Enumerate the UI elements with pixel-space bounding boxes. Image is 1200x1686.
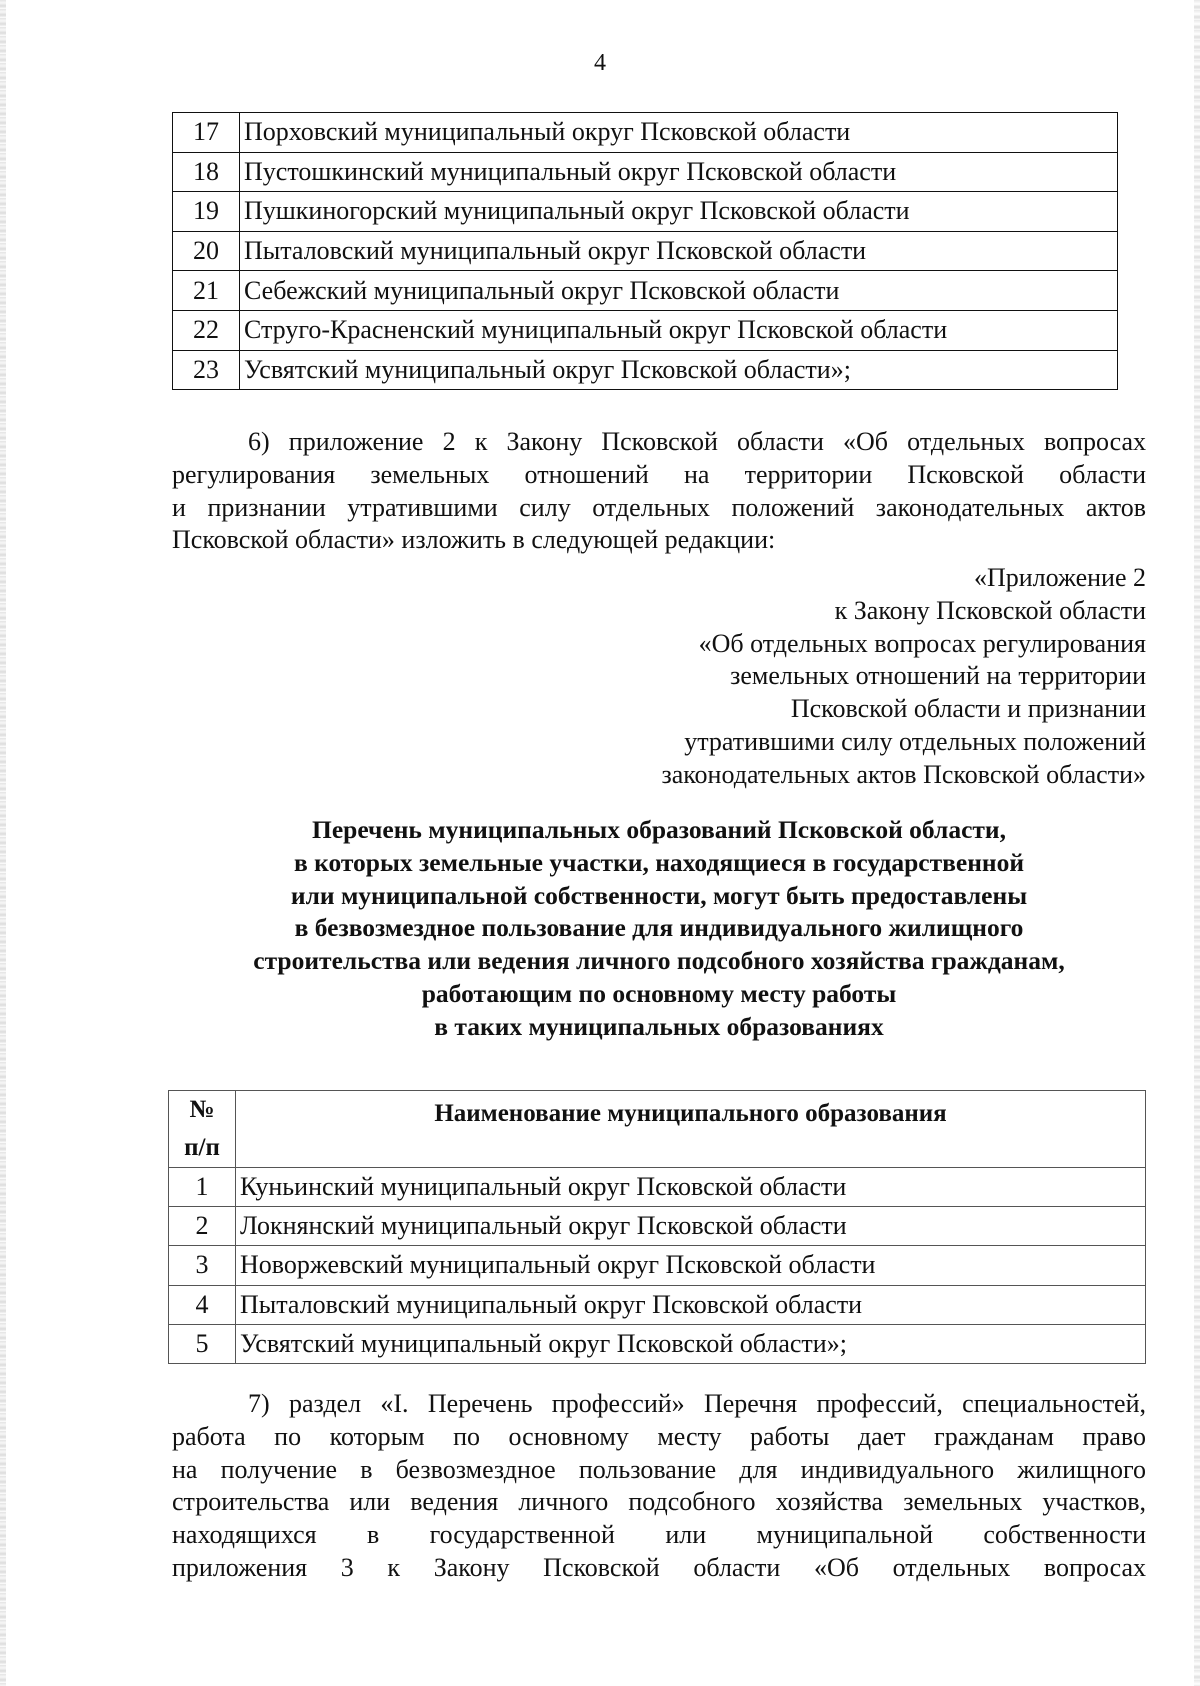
row-number: 4: [169, 1285, 236, 1324]
appendix-line: земельных отношений на территории: [730, 661, 1146, 691]
row-name: Пушкиногорский муниципальный округ Псковской области: [240, 192, 1118, 232]
list-title: [172, 814, 1146, 1044]
title-line: в которых земельные участки, находящиеся в государственной: [293, 847, 1025, 877]
row-number: 2: [169, 1207, 236, 1246]
table-header-row: [169, 1091, 1146, 1168]
paragraph-6: [172, 426, 1146, 557]
table-row: [169, 1168, 1146, 1207]
paragraph-line: 6) приложение 2 к Закону Псковской области «Об отдельных вопросах: [248, 427, 1146, 456]
title-line: или муниципальной собственности, могут быть предоставлены: [290, 880, 1028, 910]
appendix-line: утратившими силу отдельных положений: [684, 726, 1146, 756]
row-number: 20: [173, 231, 240, 271]
paragraph-line: Псковской области» изложить в следующей редакции:: [172, 525, 776, 555]
title-line: строительства или ведения личного подсобного хозяйства гражданам,: [253, 946, 1065, 976]
row-name: Новоржевский муниципальный округ Псковской области: [236, 1246, 1146, 1285]
table-row: [173, 350, 1118, 390]
table-row: [169, 1324, 1146, 1363]
row-number: 21: [173, 271, 240, 311]
paragraph-7: [172, 1388, 1146, 1585]
appendix-line: законодательных актов Псковской области»: [661, 759, 1146, 789]
paragraph-line: регулирования земельных отношений на территории Псковской области: [172, 459, 1146, 489]
paragraph-line: и признании утратившими силу отдельных положений законодательных актов: [172, 492, 1146, 522]
table-row: [173, 113, 1118, 153]
title-line: в безвозмездное пользование для индивидуального жилищного: [294, 913, 1024, 943]
title-line: Перечень муниципальных образований Псковской области,: [312, 815, 1006, 844]
appendix-line: «Приложение 2: [973, 563, 1146, 592]
row-number: 22: [173, 310, 240, 350]
row-number: 18: [173, 152, 240, 192]
scan-edge-left: [0, 0, 6, 1686]
table-row: [173, 271, 1118, 311]
page-number: 4: [594, 50, 606, 76]
table-row: [173, 231, 1118, 271]
appendix-header: [661, 562, 1146, 792]
header-number-symbol: №: [189, 1096, 215, 1123]
header-number-abbrev: п/п: [184, 1134, 220, 1161]
row-name: Струго-Красненский муниципальный округ Псковской области: [240, 310, 1118, 350]
header-number-cell: [169, 1091, 236, 1168]
title-line: в таких муниципальных образованиях: [434, 1011, 884, 1041]
row-name: Куньинский муниципальный округ Псковской области: [236, 1168, 1146, 1207]
row-number: 17: [173, 113, 240, 153]
table-row: [173, 192, 1118, 232]
table-row: [169, 1246, 1146, 1285]
row-name: Усвятский муниципальный округ Псковской области»;: [240, 350, 1118, 390]
appendix-line: «Об отдельных вопросах регулирования: [698, 628, 1146, 658]
paragraph-line: строительства или ведения личного подсобного хозяйства земельных участков,: [172, 1487, 1146, 1517]
municipal-districts-table-continued: [172, 112, 1118, 390]
row-name: Усвятский муниципальный округ Псковской области»;: [236, 1324, 1146, 1363]
row-name: Пыталовский муниципальный округ Псковской области: [240, 231, 1118, 271]
scan-edge-right: [1194, 0, 1200, 1686]
paragraph-line: находящихся в государственной или муниципальной собственности: [172, 1520, 1146, 1550]
municipal-formations-table: [168, 1090, 1146, 1364]
table-row: [173, 152, 1118, 192]
paragraph-line: на получение в безвозмездное пользование для индивидуального жилищного: [172, 1454, 1146, 1484]
row-name: Себежский муниципальный округ Псковской области: [240, 271, 1118, 311]
table-row: [169, 1207, 1146, 1246]
table-row: [173, 310, 1118, 350]
row-name: Локнянский муниципальный округ Псковской области: [236, 1207, 1146, 1246]
title-line: работающим по основному месту работы: [421, 978, 897, 1008]
row-name: Пыталовский муниципальный округ Псковской области: [236, 1285, 1146, 1324]
paragraph-line: 7) раздел «I. Перечень профессий» Перечня профессий, специальностей,: [248, 1389, 1146, 1418]
row-number: 5: [169, 1324, 236, 1363]
row-name: Порховский муниципальный округ Псковской области: [240, 113, 1118, 153]
table-row: [169, 1285, 1146, 1324]
row-number: 1: [169, 1168, 236, 1207]
row-name: Пустошкинский муниципальный округ Псковской области: [240, 152, 1118, 192]
paragraph-line: работа по которым по основному месту работы дает гражданам право: [172, 1421, 1146, 1451]
row-number: 3: [169, 1246, 236, 1285]
appendix-line: Псковской области и признании: [790, 694, 1146, 724]
row-number: 23: [173, 350, 240, 390]
appendix-line: к Закону Псковской области: [834, 595, 1146, 625]
paragraph-line: приложения 3 к Закону Псковской области «Об отдельных вопросах: [172, 1552, 1146, 1582]
header-name-cell: Наименование муниципального образования: [236, 1091, 1146, 1168]
row-number: 19: [173, 192, 240, 232]
